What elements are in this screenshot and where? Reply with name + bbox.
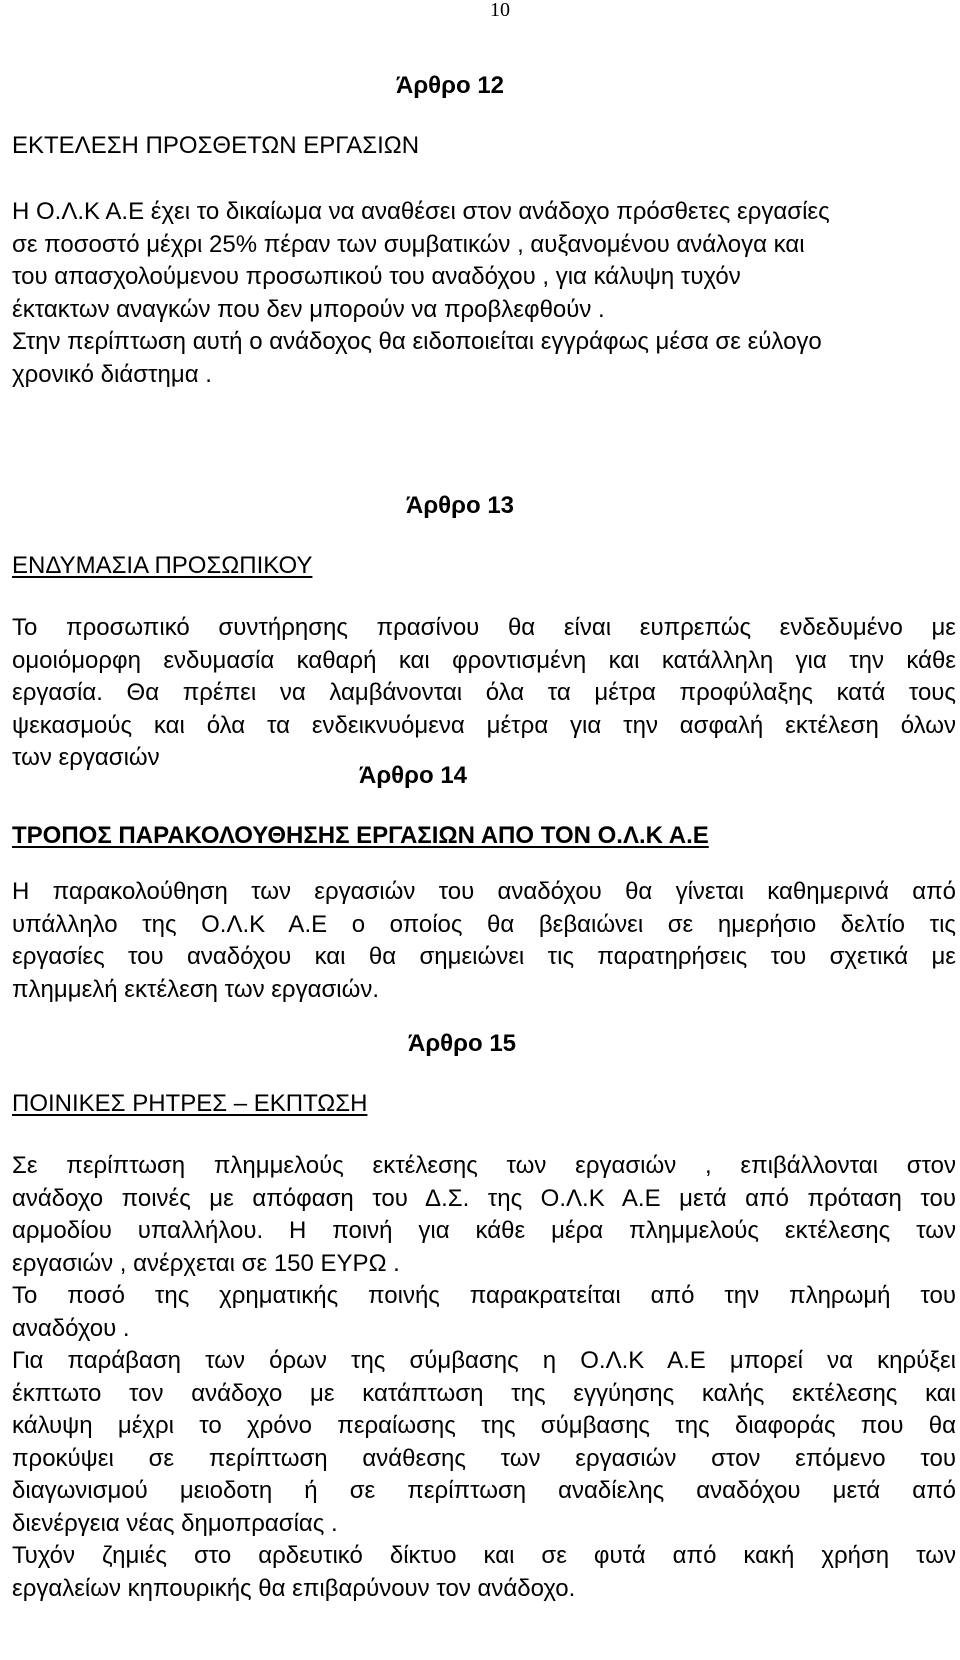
article-13-line: Το προσωπικό συντήρησης πρασίνου θα είναι ευπρεπώς ενδεδυμένο με bbox=[12, 614, 956, 641]
article-12-line: Η Ο.Λ.Κ Α.Ε έχει το δικαίωμα να αναθέσει στον ανάδοχο πρόσθετες εργασίες bbox=[12, 198, 830, 225]
article-13-line: ψεκασμούς και όλα τα ενδεικνυόμενα μέτρα για την ασφαλή εκτέλεση όλων bbox=[12, 711, 956, 739]
article-15-line: Τυχόν ζημιές στο αρδευτικό δίκτυο και σε φυτά από κακή χρήση των bbox=[12, 1542, 956, 1569]
article-15-number: Άρθρο 15 bbox=[408, 1030, 517, 1057]
article-15-line: αναδόχου . bbox=[12, 1314, 130, 1342]
article-15-line: προκύψει σε περίπτωση ανάθεσης των εργασιών στον επόμενο του bbox=[12, 1444, 956, 1472]
article-15-line: εργαλείων κηπουρικής θα επιβαρύνουν τον ανάδοχο. bbox=[12, 1574, 576, 1602]
article-12-line: χρονικό διάστημα . bbox=[12, 360, 212, 388]
article-15-line: εργασιών , ανέρχεται σε 150 ΕΥΡΩ . bbox=[12, 1249, 400, 1277]
article-15-title: ΠΟΙΝΙΚΕΣ ΡΗΤΡΕΣ – ΕΚΠΤΩΣΗ bbox=[12, 1090, 368, 1117]
article-13-line: των εργασιών bbox=[12, 744, 160, 771]
article-13-line: ομοιόμορφη ενδυμασία καθαρή και φροντισμένη και κατάλληλη για την κάθε bbox=[12, 646, 956, 674]
article-13-title: ΕΝΔΥΜΑΣΙΑ ΠΡΟΣΩΠΙΚΟΥ bbox=[12, 552, 313, 579]
article-12-number: Άρθρο 12 bbox=[396, 72, 505, 99]
article-12-line: Στην περίπτωση αυτή ο ανάδοχος θα ειδοποιείται εγγράφως μέσα σε εύλογο bbox=[12, 328, 822, 355]
article-15-line: διαγωνισμού μειοδοτη ή σε περίπτωση αναδίελης αναδόχου μετά από bbox=[12, 1477, 956, 1504]
article-15-line: διενέργεια νέας δημοπρασίας . bbox=[12, 1509, 338, 1537]
article-12-line: σε ποσοστό μέχρι 25% πέραν των συμβατικών , αυξανομένου ανάλογα και bbox=[12, 230, 805, 258]
article-15-line: έκπτωτο τον ανάδοχο με κατάπτωση της εγγύησης καλής εκτέλεσης και bbox=[12, 1379, 956, 1407]
article-13-line: εργασία. Θα πρέπει να λαμβάνονται όλα τα μέτρα προφύλαξης κατά τους bbox=[12, 679, 956, 706]
article-15-body bbox=[12, 1150, 956, 1605]
article-14-line: εργασίες του αναδόχου και θα σημειώνει τις παρατηρήσεις του σχετικά με bbox=[12, 943, 956, 970]
article-15-line: ανάδοχο ποινές με απόφαση του Δ.Σ. της Ο.Λ.Κ Α.Ε μετά από πρόταση του bbox=[12, 1184, 956, 1212]
article-15-line: κάλυψη μέχρι το χρόνο περαίωσης της σύμβασης της διαφοράς που θα bbox=[12, 1412, 956, 1439]
article-13-body bbox=[12, 612, 956, 775]
article-15-line: Το ποσό της χρηματικής ποινής παρακρατείται από την πληρωμή του bbox=[12, 1282, 956, 1309]
article-13-number: Άρθρο 13 bbox=[406, 492, 515, 519]
article-15-line: Σε περίπτωση πλημμελούς εκτέλεσης των εργασιών , επιβάλλονται στον bbox=[12, 1152, 956, 1179]
page-number: 10 bbox=[490, 0, 510, 21]
article-14-title: ΤΡΟΠΟΣ ΠΑΡΑΚΟΛΟΥΘΗΣΗΣ ΕΡΓΑΣΙΩΝ ΑΠΟ ΤΟΝ Ο.Λ.Κ Α.Ε bbox=[12, 822, 709, 849]
article-15-line: αρμοδίου υπαλλήλου. Η ποινή για κάθε μέρα πλημμελούς εκτέλεσης των bbox=[12, 1217, 956, 1244]
article-14-number: Άρθρο 14 bbox=[359, 762, 468, 789]
article-15-line: Για παράβαση των όρων της σύμβασης η Ο.Λ.Κ Α.Ε μπορεί να κηρύξει bbox=[12, 1347, 956, 1374]
article-12-body bbox=[12, 196, 956, 391]
article-12-line: έκτακτων αναγκών που δεν μπορούν να προβλεφθούν . bbox=[12, 295, 605, 323]
article-14-line: Η παρακολούθηση των εργασιών του αναδόχου θα γίνεται καθημερινά από bbox=[12, 878, 956, 905]
article-14-line: υπάλληλο της Ο.Λ.Κ Α.Ε ο οποίος θα βεβαιώνει σε ημερήσιο δελτίο τις bbox=[12, 910, 956, 938]
article-14-line: πλημμελή εκτέλεση των εργασιών. bbox=[12, 975, 380, 1003]
article-14-body bbox=[12, 876, 956, 1006]
article-12-title: ΕΚΤΕΛΕΣΗ ΠΡΟΣΘΕΤΩΝ ΕΡΓΑΣΙΩΝ bbox=[12, 132, 420, 159]
article-12-line: του απασχολούμενου προσωπικού του αναδόχου , για κάλυψη τυχόν bbox=[12, 263, 741, 290]
